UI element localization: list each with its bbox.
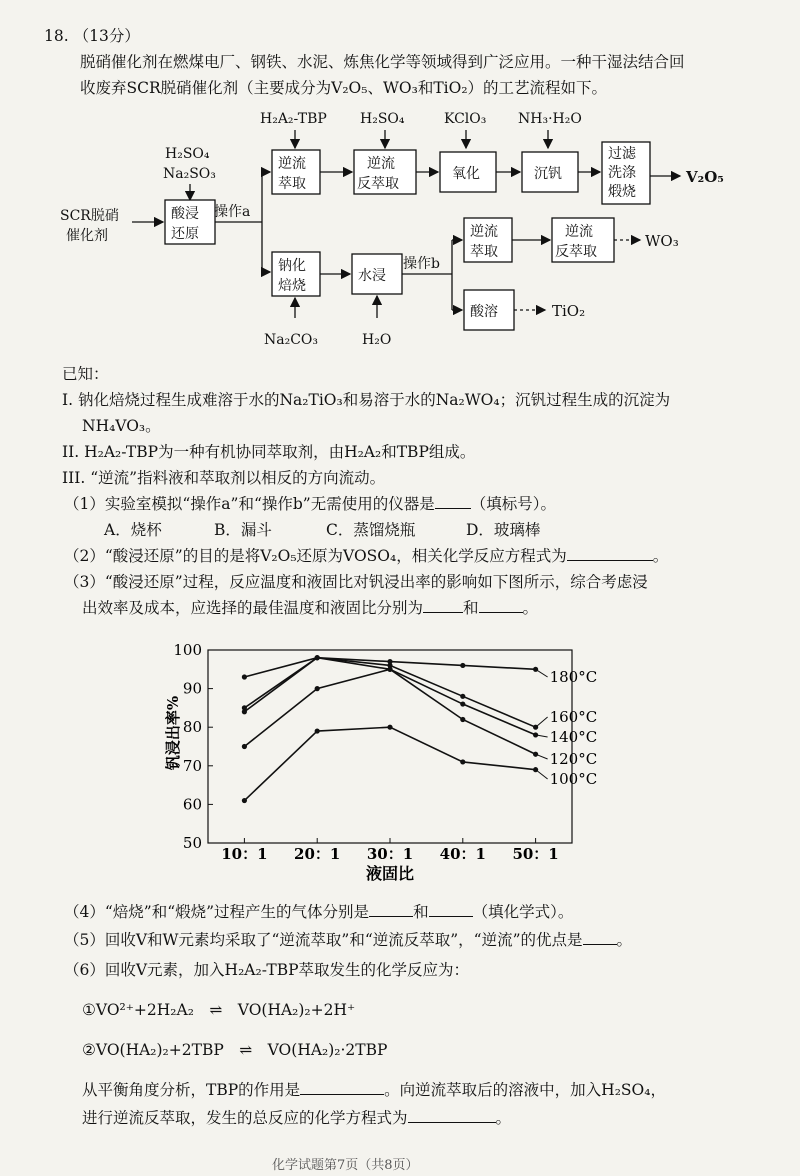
y-tick-label: 50 bbox=[182, 834, 202, 852]
data-point bbox=[460, 701, 465, 706]
series-label-1: 160°C bbox=[549, 708, 598, 726]
page-footer: 化学试题第7页（共8页） bbox=[272, 1158, 419, 1173]
series-leader-line bbox=[536, 717, 548, 727]
v2o5-product: V₂O₅ bbox=[686, 168, 724, 186]
reagent-nh3h2o: NH₃·H₂O bbox=[518, 111, 582, 127]
data-point bbox=[242, 744, 247, 749]
q6-text-b1: 进行逆流反萃取，发生的总反应的化学方程式为 bbox=[82, 1109, 408, 1127]
data-point bbox=[387, 725, 392, 730]
sodium-roast-label-1: 钠化 bbox=[278, 258, 306, 274]
q3-text-a: 出效率及成本，应选择的最佳温度和液固比分别为 bbox=[82, 599, 424, 617]
question-points: （13分） bbox=[73, 27, 140, 45]
q5-line bbox=[64, 930, 632, 950]
y-tick-label: 80 bbox=[182, 718, 202, 737]
q5-text: （5）回收V和W元素均采取了“逆流萃取”和“逆流反萃取”，“逆流”的优点是 bbox=[64, 931, 583, 949]
series-line-3 bbox=[244, 669, 535, 754]
w-counter-extract-label-1: 逆流 bbox=[470, 224, 498, 240]
reagent-na2so3: Na₂SO₃ bbox=[163, 166, 216, 182]
q1-option-c: C．蒸馏烧瓶 bbox=[326, 521, 416, 539]
q4-mid: 和 bbox=[413, 903, 429, 921]
series-label-3: 120°C bbox=[549, 750, 598, 768]
water-leach-label: 水浸 bbox=[358, 268, 386, 284]
q6-line-b bbox=[82, 1108, 511, 1128]
reagent-h2so4: H₂SO₄ bbox=[165, 146, 210, 162]
equilibrium-arrow-icon: ⇌ bbox=[239, 1041, 253, 1059]
data-point bbox=[460, 663, 465, 668]
q2-text: （2）“酸浸还原”的目的是将V₂O₅还原为VOSO₄，相关化学反应方程式为 bbox=[64, 547, 567, 565]
data-point bbox=[460, 694, 465, 699]
chart-x-axis-label: 液固比 bbox=[365, 864, 415, 883]
q1-tail: （填标号）。 bbox=[470, 495, 556, 513]
known-iii: III. “逆流”指料液和萃取剂以相反的方向流动。 bbox=[62, 469, 386, 487]
x-tick-label: 20：1 bbox=[294, 845, 341, 863]
w-counter-strip-label-1: 逆流 bbox=[565, 224, 593, 240]
counter-strip-label-1: 逆流 bbox=[367, 156, 395, 172]
q1-option-b: B．漏斗 bbox=[214, 521, 272, 539]
known-ii: II. H₂A₂-TBP为一种有机协同萃取剂，由H₂A₂和TBP组成。 bbox=[62, 443, 476, 461]
q6-eq1-right: VO(HA₂)₂+2H⁺ bbox=[237, 1001, 356, 1019]
data-point bbox=[460, 717, 465, 722]
equilibrium-arrow-icon: ⇌ bbox=[209, 1001, 223, 1019]
y-tick-label: 60 bbox=[182, 795, 202, 814]
x-tick-label: 10：1 bbox=[221, 845, 268, 863]
q6-eq1-left: ①VO²⁺+2H₂A₂ bbox=[82, 1001, 194, 1019]
counter-extract-label-1: 逆流 bbox=[278, 156, 306, 172]
y-tick-label: 70 bbox=[182, 756, 202, 775]
q4-gas1-blank[interactable] bbox=[369, 902, 413, 917]
counter-extract-label-2: 萃取 bbox=[278, 176, 306, 192]
reagent-h2so4-top: H₂SO₄ bbox=[360, 111, 405, 127]
x-tick-label: 40：1 bbox=[439, 845, 486, 863]
q6-text-a1: 从平衡角度分析，TBP的作用是 bbox=[82, 1081, 301, 1099]
known-i-line2: NH₄VO₃。 bbox=[82, 417, 161, 435]
q6-line-a bbox=[82, 1080, 666, 1100]
tio2-product: TiO₂ bbox=[552, 302, 586, 320]
series-leader-line bbox=[536, 669, 548, 677]
y-tick-label: 100 bbox=[173, 641, 202, 659]
x-tick-label: 50：1 bbox=[512, 845, 559, 863]
q1-option-d: D．玻璃棒 bbox=[466, 521, 541, 539]
acid-dissolve-label: 酸溶 bbox=[470, 304, 498, 320]
q4-line bbox=[64, 902, 573, 922]
question-index: 18. bbox=[44, 27, 69, 45]
w-counter-strip-label-2: 反萃取 bbox=[555, 244, 597, 260]
reagent-h2a2-tbp: H₂A₂-TBP bbox=[260, 111, 327, 127]
series-leader-line bbox=[536, 754, 548, 759]
q6-line: （6）回收V元素，加入H₂A₂-TBP萃取发生的化学反应为： bbox=[64, 961, 470, 979]
operation-a-label: 操作a bbox=[214, 204, 251, 220]
reagent-na2co3: Na₂CO₃ bbox=[264, 332, 319, 348]
series-line-4 bbox=[244, 727, 535, 800]
raw-material-line1: SCR脱硝 bbox=[60, 208, 119, 224]
counter-strip-label-2: 反萃取 bbox=[357, 176, 399, 192]
q6-eq2-right: VO(HA₂)₂·2TBP bbox=[267, 1041, 388, 1059]
raw-material-line2: 催化剂 bbox=[66, 228, 108, 244]
oxidation-label: 氧化 bbox=[452, 166, 480, 182]
q5-answer-blank[interactable] bbox=[583, 930, 617, 945]
series-label-4: 100°C bbox=[549, 770, 598, 788]
q6-equation-1 bbox=[82, 1000, 355, 1020]
known-title: 已知： bbox=[62, 365, 109, 383]
q6-tbp-role-blank[interactable] bbox=[300, 1080, 384, 1095]
filter-label: 过滤 bbox=[608, 146, 636, 162]
reagent-h2o: H₂O bbox=[362, 332, 392, 348]
q3-line1: （3）“酸浸还原”过程，反应温度和液固比对钒浸出率的影响如下图所示，综合考虑浸 bbox=[64, 573, 648, 591]
intro-line-2: 收废弃SCR脱硝催化剂（主要成分为V₂O₅、WO₃和TiO₂）的工艺流程如下。 bbox=[80, 79, 608, 97]
acid-leach-label-1: 酸浸 bbox=[171, 206, 199, 222]
operation-b-label: 操作b bbox=[403, 256, 440, 272]
known-i-line1: I. 钠化焙烧过程生成难溶于水的Na₂TiO₃和易溶于水的Na₂WO₄；沉钒过程生成的沉淀为 bbox=[62, 391, 671, 409]
w-counter-extract-label-2: 萃取 bbox=[470, 244, 498, 260]
intro-line-1: 脱硝催化剂在燃煤电厂、钢铁、水泥、炼焦化学等领域得到广泛应用。一种干湿法结合回 bbox=[80, 53, 685, 71]
wo3-product: WO₃ bbox=[645, 232, 679, 250]
data-point bbox=[315, 686, 320, 691]
vanadium-precip-label: 沉钒 bbox=[534, 166, 562, 182]
reagent-kclo3: KClO₃ bbox=[444, 111, 487, 127]
q1-option-a: A．烧杯 bbox=[104, 521, 162, 539]
data-point bbox=[460, 759, 465, 764]
q4-tail: （填化学式）。 bbox=[472, 903, 574, 921]
q5-tail: 。 bbox=[616, 931, 633, 949]
series-label-0: 180°C bbox=[549, 668, 598, 686]
acid-leach-label-2: 还原 bbox=[171, 226, 199, 242]
q6-text-a2: 。向逆流萃取后的溶液中，加入H₂SO₄， bbox=[384, 1081, 666, 1099]
q4-text: （4）“焙烧”和“煅烧”过程产生的气体分别是 bbox=[64, 903, 370, 921]
y-tick-label: 90 bbox=[182, 679, 202, 698]
chart-y-axis-label: 钒浸出率% bbox=[164, 695, 182, 771]
q3-text-b: 和 bbox=[463, 599, 479, 617]
q6-eq2-left: ②VO(HA₂)₂+2TBP bbox=[82, 1041, 224, 1059]
data-point bbox=[242, 674, 247, 679]
data-point bbox=[315, 655, 320, 660]
q6-equation-2 bbox=[82, 1040, 387, 1060]
q4-gas2-blank[interactable] bbox=[429, 902, 473, 917]
q6-text-b2: 。 bbox=[495, 1109, 512, 1127]
data-point bbox=[315, 728, 320, 733]
calcine-label: 煅烧 bbox=[608, 184, 636, 200]
series-leader-line bbox=[536, 770, 548, 779]
series-label-2: 140°C bbox=[549, 728, 598, 746]
wash-label: 洗涤 bbox=[608, 165, 636, 181]
data-point bbox=[242, 798, 247, 803]
q2-tail: 。 bbox=[652, 547, 669, 565]
q6-equation-blank[interactable] bbox=[408, 1108, 496, 1123]
x-tick-label: 30：1 bbox=[366, 845, 414, 863]
data-point bbox=[242, 709, 247, 714]
q3-text-c: 。 bbox=[522, 599, 539, 617]
sodium-roast-label-2: 焙烧 bbox=[278, 278, 306, 294]
q1-text: （1）实验室模拟“操作a”和“操作b”无需使用的仪器是 bbox=[64, 495, 435, 513]
chart-frame bbox=[208, 650, 572, 843]
data-point bbox=[387, 667, 392, 672]
